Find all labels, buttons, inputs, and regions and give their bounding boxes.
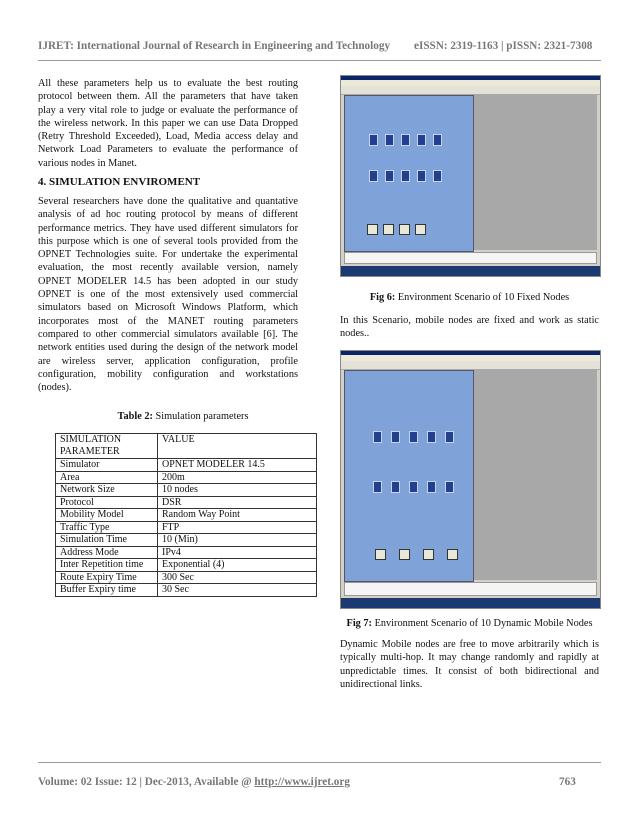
mobile-node-icon <box>401 170 410 182</box>
window-toolbar <box>341 86 600 95</box>
mobile-node-icon <box>385 170 394 182</box>
table-header-cell: VALUE <box>158 434 317 459</box>
journal-link[interactable]: http://www.ijret.org <box>254 776 350 788</box>
mobile-node-icon <box>409 431 418 443</box>
table-row <box>56 584 317 597</box>
value-cell: 200m <box>158 471 317 484</box>
mobile-node-icon <box>427 431 436 443</box>
server-icon <box>367 224 378 235</box>
footer-volume <box>38 776 350 788</box>
footer-rule <box>38 762 601 763</box>
parameter-cell: Network Size <box>56 484 158 497</box>
value-cell: DSR <box>158 496 317 509</box>
config-icon <box>415 224 426 235</box>
message-area <box>344 252 597 264</box>
mobile-node-icon <box>417 170 426 182</box>
parameter-cell: Route Expiry Time <box>56 571 158 584</box>
mobile-node-icon <box>391 481 400 493</box>
value-cell: OPNET MODELER 14.5 <box>158 459 317 472</box>
config-icon <box>447 549 458 560</box>
value-cell: 10 (Min) <box>158 534 317 547</box>
network-canvas <box>344 370 474 582</box>
table-row <box>56 509 317 522</box>
fig7-screenshot <box>340 350 601 609</box>
parameter-cell: Address Mode <box>56 546 158 559</box>
parameter-cell: Protocol <box>56 496 158 509</box>
table-row <box>56 534 317 547</box>
fig6-screenshot <box>340 75 601 277</box>
fig6-text: Environment Scenario of 10 Fixed Nodes <box>397 292 570 303</box>
fig7-caption <box>340 618 599 629</box>
fig7-label: Fig 7: <box>346 618 372 629</box>
config-icon <box>399 224 410 235</box>
parameter-cell: Traffic Type <box>56 521 158 534</box>
section-heading: 4. SIMULATION ENVIROMENT <box>38 176 201 188</box>
mobile-node-icon <box>369 170 378 182</box>
config-icon <box>399 549 410 560</box>
value-cell: FTP <box>158 521 317 534</box>
taskbar <box>341 598 600 608</box>
footer-volume-text: Volume: 02 Issue: 12 | Dec-2013, Available @ <box>38 776 255 788</box>
table-header-row <box>56 434 317 459</box>
window-toolbar <box>341 361 600 370</box>
grey-panel <box>474 370 597 580</box>
simulation-parameters-table <box>55 433 317 597</box>
parameter-cell: Mobility Model <box>56 509 158 522</box>
table-caption-label: Table 2: <box>117 411 153 422</box>
mobile-node-icon <box>445 431 454 443</box>
mobile-node-icon <box>433 134 442 146</box>
parameter-cell: Area <box>56 471 158 484</box>
fig6-paragraph: In this Scenario, mobile nodes are fixed and work as static nodes.. <box>340 315 599 340</box>
config-icon <box>423 549 434 560</box>
table-row <box>56 471 317 484</box>
table-header-cell: SIMULATION PARAMETER <box>56 434 158 459</box>
fig6-label: Fig 6: <box>369 292 396 303</box>
mobile-node-icon <box>427 481 436 493</box>
mobile-node-icon <box>409 481 418 493</box>
table-caption <box>38 411 328 422</box>
server-icon <box>375 549 386 560</box>
intro-paragraph: All these parameters help us to evaluate the best routing protocol between them. All the parameters that have taken play a very vital role to judge or evaluate the performance of the wireless network. In this paper we can use Data Dropped (Retry Threshold Exceeded), Load, Media access delay and Network Load Parameters to evaluate the performance of various nodes in Manet. <box>38 78 298 169</box>
table-caption-text: Simulation parameters <box>155 411 249 422</box>
value-cell: 10 nodes <box>158 484 317 497</box>
mobile-node-icon <box>401 134 410 146</box>
fig7-text: Environment Scenario of 10 Dynamic Mobile Nodes <box>374 618 593 629</box>
section-paragraph: Several researchers have done the qualitative and quantative analysis of ad hoc routing protocol by means of different performance metrics. They have used different simulators for this purpose which is one of several tools provided from the OPNET Technologies suite. For undertake the experimental evaluation, the most recently available version, namely OPNET MODELER 14.5 has been adopted in our study OPNET is one of the most extensively used commercial simulators based on Microsoft Windows Platform, which incorporates most of the MANET routing parameters compared to other commercial simulators available [6]. The network entities used during the design of the network model are wireless server, application configuration, profile configuration, mobility configuration and workstations (nodes). <box>38 196 298 394</box>
mobile-node-icon <box>433 170 442 182</box>
message-area <box>344 582 597 596</box>
journal-title: IJRET: International Journal of Research in Engineering and Technology <box>38 40 391 52</box>
fig6-caption <box>340 292 599 303</box>
table-row <box>56 459 317 472</box>
table-row <box>56 571 317 584</box>
page-number: 763 <box>559 776 576 788</box>
value-cell: 300 Sec <box>158 571 317 584</box>
issn: eISSN: 2319-1163 | pISSN: 2321-7308 <box>414 40 593 52</box>
value-cell: Exponential (4) <box>158 559 317 572</box>
mobile-node-icon <box>445 481 454 493</box>
parameter-cell: Buffer Expiry time <box>56 584 158 597</box>
table-row <box>56 559 317 572</box>
header-rule <box>38 60 601 61</box>
table-row <box>56 484 317 497</box>
value-cell: 30 Sec <box>158 584 317 597</box>
table-row <box>56 546 317 559</box>
taskbar <box>341 266 600 276</box>
mobile-node-icon <box>385 134 394 146</box>
grey-panel <box>474 95 597 250</box>
table-row <box>56 496 317 509</box>
table-row <box>56 521 317 534</box>
value-cell: Random Way Point <box>158 509 317 522</box>
parameter-cell: Inter Repetition time <box>56 559 158 572</box>
mobile-node-icon <box>391 431 400 443</box>
mobile-node-icon <box>417 134 426 146</box>
parameter-cell: Simulator <box>56 459 158 472</box>
mobile-node-icon <box>369 134 378 146</box>
value-cell: IPv4 <box>158 546 317 559</box>
config-icon <box>383 224 394 235</box>
parameter-cell: Simulation Time <box>56 534 158 547</box>
network-canvas <box>344 95 474 252</box>
fig7-paragraph: Dynamic Mobile nodes are free to move arbitrarily which is typically multi-hop. It may change randomly and rapidly at unpredictable times. It consist of both bidirectional and unidirectional links. <box>340 639 599 690</box>
mobile-node-icon <box>373 431 382 443</box>
mobile-node-icon <box>373 481 382 493</box>
